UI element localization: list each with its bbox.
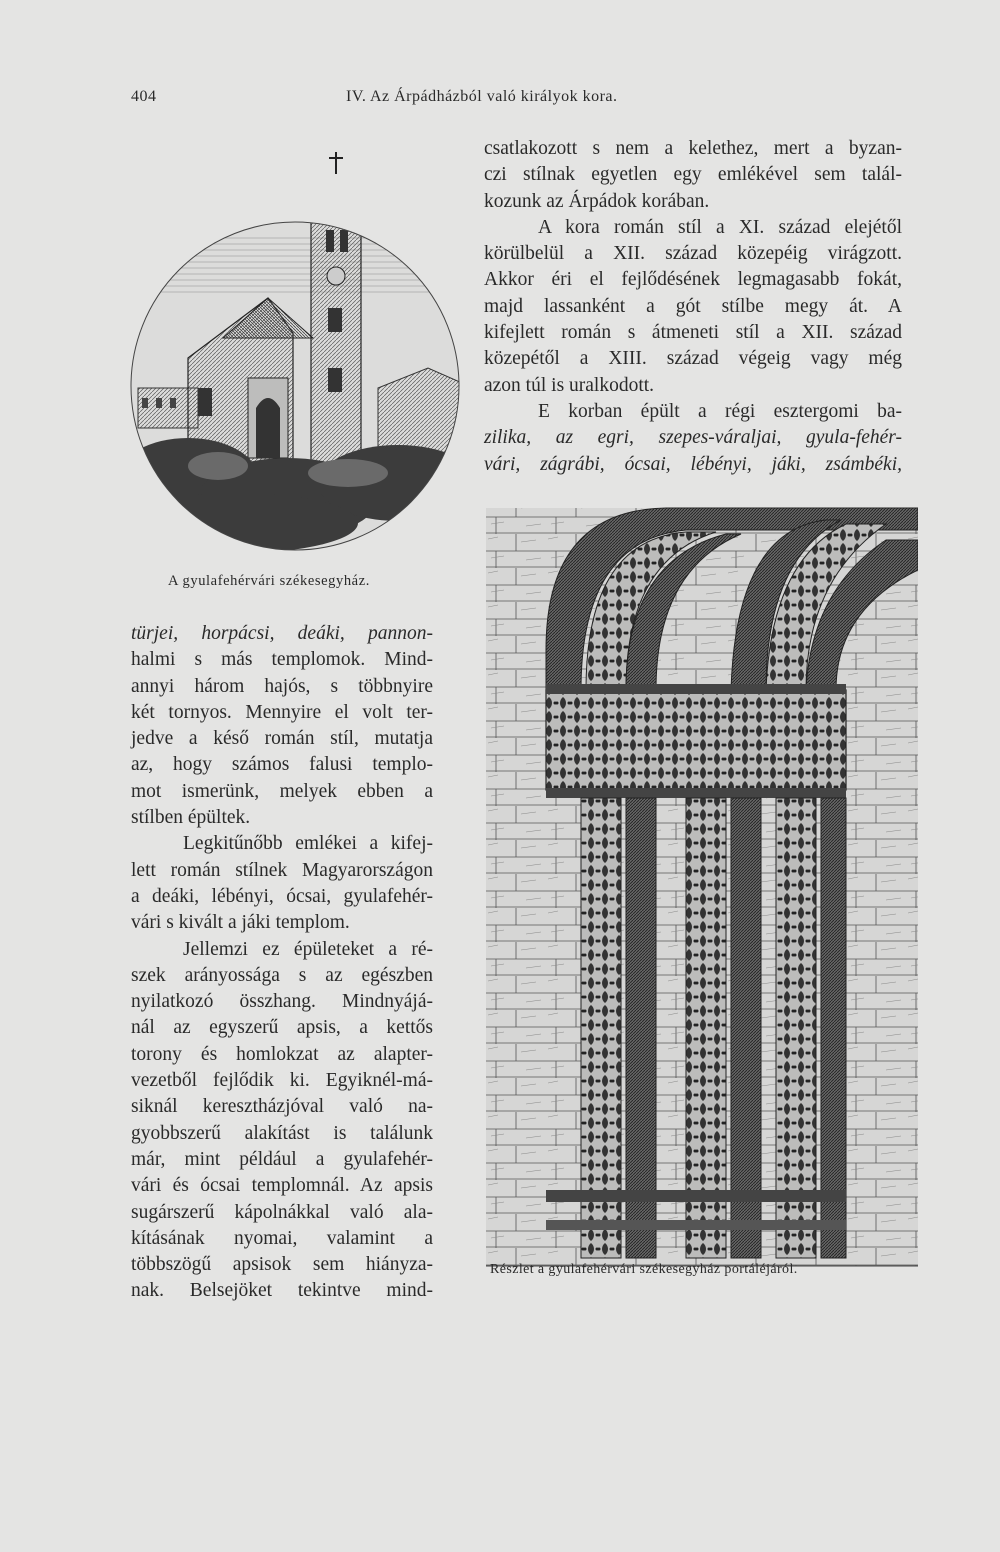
text-line: a deáki, lébényi, ócsai, gyulafehér- [131, 885, 433, 907]
text-line: lett román stílnek Magyarországon [131, 859, 433, 881]
text-line: Jellemzi ez épületeket a ré- [183, 938, 433, 960]
text-line: Legkitűnőbb emlékei a kifej- [183, 833, 433, 855]
left-column-text [131, 621, 433, 1305]
text-line: már, mint például a gyulafehér- [131, 1148, 433, 1170]
text-line: nyilatkozó összhang. Mindnyájá- [131, 991, 433, 1013]
text-line: vári, zágrábi, ócsai, lébényi, jáki, zsámbéki, [484, 453, 902, 475]
text-line: Akkor éri el fejlődésének legmagasabb fokát, [484, 269, 902, 291]
text-line: kifejlett román s átmeneti stíl a XII. század [484, 322, 902, 344]
cathedral-illustration [128, 148, 462, 558]
text-line: nak. Belsejöket tekintve mind- [131, 1280, 433, 1302]
text-line: vezetből fejlődik ki. Egyiknél-má- [131, 1070, 433, 1092]
text-line: közepétől a XIII. század végeig vagy még [484, 348, 902, 370]
text-line: kozunk az Árpádok korában. [484, 190, 710, 212]
text-line: nál az egyszerű apsis, a kettős [131, 1017, 433, 1039]
text-line: siknál keresztházjóval való na- [131, 1096, 433, 1118]
text-line: kításának nyomai, valamint a [131, 1227, 433, 1249]
text-line: vári s kivált a jáki templom. [131, 912, 350, 934]
text-line: szek arányossága s az egészben [131, 964, 433, 986]
text-line: körülbelül a XII. század közepéig virágzott. [484, 243, 902, 265]
text-line: majd lassanként a gót stílbe megy át. A [484, 295, 902, 317]
text-line: sugárszerű kápolnákkal való ala- [131, 1201, 433, 1223]
text-line: az, hogy számos falusi templo- [131, 754, 433, 776]
cathedral-caption: A gyulafehérvári székesegyház. [168, 573, 370, 589]
text-line: stílben épültek. [131, 807, 251, 829]
page-number: 404 [131, 88, 157, 105]
text-line: jedve a késő román stíl, mutatja [131, 728, 433, 750]
right-column-text [484, 136, 902, 478]
text-line: annyi három hajós, s többnyire [131, 675, 433, 697]
text-line: halmi s más templomok. Mind- [131, 649, 433, 671]
text-line: gyobbszerű alakítást is találunk [131, 1122, 433, 1144]
text-line: A kora román stíl a XI. század elejétől [538, 216, 902, 238]
running-title: IV. Az Árpádházból való királyok kora. [346, 88, 618, 105]
text-line: csatlakozott s nem a kelethez, mert a byzan- [484, 138, 902, 159]
text-line: mot ismerünk, melyek ebben a [131, 780, 433, 802]
text-line: zilika, az egri, szepes-váraljai, gyula-fehér- [484, 427, 902, 449]
text-line: türjei, horpácsi, deáki, pannon- [131, 623, 433, 644]
portal-illustration [486, 500, 918, 1552]
text-line: E korban épült a régi esztergomi ba- [538, 400, 902, 422]
text-line: czi stílnak egyetlen egy emlékével sem talál- [484, 164, 902, 186]
portal-caption: Részlet a gyulafehérvári székesegyház portáléjáról. [490, 1262, 798, 1277]
text-line: két tornyos. Mennyire el volt ter- [131, 701, 433, 723]
text-line: többszögű apsisok sem hiányza- [131, 1254, 433, 1276]
text-line: torony és homlokzat az alapter- [131, 1043, 433, 1065]
text-line: azon túl is uralkodott. [484, 374, 655, 396]
text-line: vári és ócsai templomnál. Az apsis [131, 1175, 433, 1197]
